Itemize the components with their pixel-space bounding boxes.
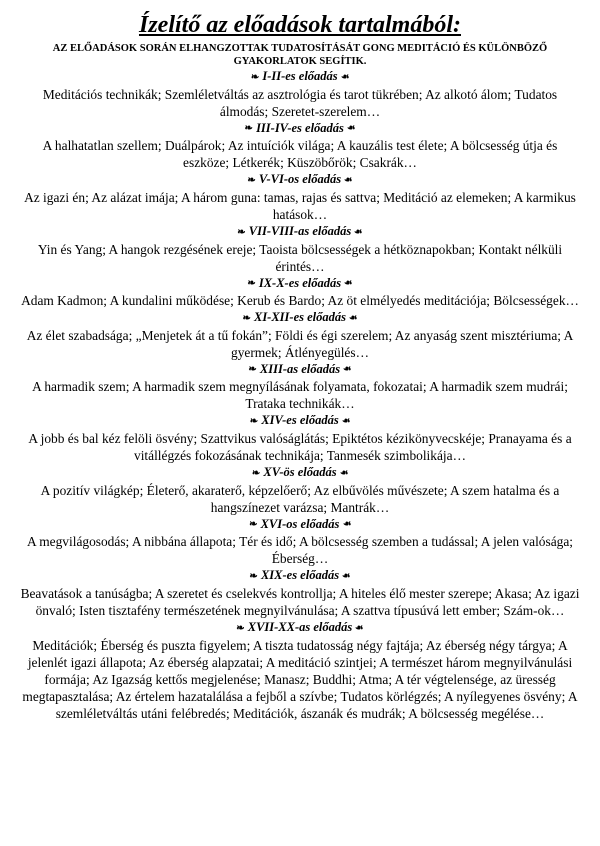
section-heading-text: XVII-XX-as előadás xyxy=(247,619,353,634)
section-body: Az igazi én; Az alázat imája; A három guna: tamas, rajas és sattva; Meditáció az elemeken; A karmikus hatások… xyxy=(24,189,576,222)
section-body: A pozitív világkép; Életerő, akaraterő, képzelőerő; Az elbűvölés művészete; A szem hatalma és a hangszínezet varázsa; Mantrák… xyxy=(40,482,560,515)
section-body: Adam Kadmon; A kundalini működése; Kerub és Bardo; Az öt elmélyedés meditációja; Bölcsességek… xyxy=(21,293,579,309)
ornament-left-icon: ❧ xyxy=(248,364,257,376)
ornament-right-icon: ❧ xyxy=(355,622,364,634)
section-heading-text: XI-XII-es előadás xyxy=(253,310,347,325)
section xyxy=(14,309,586,361)
ornament-left-icon: ❧ xyxy=(250,71,260,83)
ornament-right-icon: ❧ xyxy=(354,226,363,238)
sections-list xyxy=(14,68,586,722)
section-heading xyxy=(14,516,586,534)
ornament-left-icon: ❧ xyxy=(242,312,251,324)
page-title: Ízelítő az előadások tartalmából: xyxy=(138,12,461,38)
ornament-left-icon: ❧ xyxy=(249,416,259,427)
ornament-right-icon: ❧ xyxy=(342,570,351,582)
section xyxy=(14,567,586,619)
section xyxy=(14,516,586,568)
section xyxy=(14,68,586,120)
section-body: Yin és Yang; A hangok rezgésének ereje; Taoista bölcsességek a hétköznapokban; Kontakt nélküli érintés… xyxy=(37,241,563,274)
ornament-left-icon: ❧ xyxy=(236,622,245,634)
section-body: Az élet szabadsága; „Menjetek át a tű fokán”; Földi és égi szerelem; Az anyaság szent misztériuma; A gyermek; Átlényegülés… xyxy=(26,327,574,360)
ornament-right-icon: ❧ xyxy=(341,416,351,427)
ornament-right-icon: ❧ xyxy=(344,278,353,290)
section-body: A jobb és bal kéz felöli ösvény; Szattvikus valóságlátás; Epiktétos kézikönyvecskéje; Pranayama és a vitállégzés fokozásának technikája; Tanmesék szimbolikája… xyxy=(28,431,572,463)
intro-text: AZ ELŐADÁSOK SORÁN ELHANGZOTTAK TUDATOSÍTÁSÁT GONG MEDITÁCIÓ ÉS KÜLÖNBÖZŐ GYAKORLATOK SEGÍTIK. xyxy=(52,43,548,67)
section-heading xyxy=(14,361,586,379)
section-heading xyxy=(14,464,586,482)
section-heading-text: VII-VIII-as előadás xyxy=(248,223,352,238)
section-heading xyxy=(14,619,586,637)
section-body: A megvilágosodás; A nibbána állapota; Tér és idő; A bölcsesség szemben a tudással; A jelen valósága; Éberség… xyxy=(26,534,574,567)
section-heading xyxy=(14,120,586,138)
section xyxy=(14,223,586,275)
section-body: Beavatások a tanúságba; A szeretet és cselekvés kontrollja; A hiteles élő mester szerepe; Akasa; Az igazi önvaló; Isten tisztafény természetének megnyilvánulása; A szattva típusúvá lett ember; Szám-ok… xyxy=(20,585,580,618)
ornament-right-icon: ❧ xyxy=(344,174,353,186)
section-heading xyxy=(14,171,586,189)
section xyxy=(14,120,586,172)
section-heading xyxy=(14,275,586,293)
section-heading xyxy=(14,68,586,86)
section-body: Meditációk; Éberség és puszta figyelem; A tiszta tudatosság négy fajtája; Az éberség négy tárgya; A jelenlét igazi állapota; Az éberség alapzatai; A meditáció szintjei; A természet három megnyilvánulási formája; Az Igazság kettős megjelenése; Manasz; Buddhi; Atma; A tér végtelensége, az üresség megtapasztalása; Az értelem hazatalálása a fejből a szívbe; Tudatos körlégzés; A nyílegyenes ösvény; A szemléletváltás utáni felébredés; Meditációk, ászanák és mudrák; A bölcsesség megélése… xyxy=(22,637,578,721)
section-heading xyxy=(14,567,586,585)
section xyxy=(14,619,586,722)
ornament-right-icon: ❧ xyxy=(349,312,358,324)
ornament-right-icon: ❧ xyxy=(340,71,350,83)
section-body: Meditációs technikák; Szemléletváltás az asztrológia és tarot tükrében; Az alkotó álom; Tudatos álmodás; Szeretet-szerelem… xyxy=(42,86,558,119)
section-heading-text: IX-X-es előadás xyxy=(258,275,342,290)
ornament-left-icon: ❧ xyxy=(251,467,261,479)
section-heading-text: III-IV-es előadás xyxy=(256,120,344,135)
ornament-right-icon: ❧ xyxy=(347,123,356,135)
section-body: A halhatatlan szellem; Duálpárok; Az intuíciók világa; A kauzális test élete; A bölcsesség útja és eszköze; Létkerék; Küszöbőrök; Csakrák… xyxy=(42,138,558,171)
ornament-left-icon: ❧ xyxy=(244,123,253,135)
ornament-right-icon: ❧ xyxy=(343,364,352,376)
section xyxy=(14,464,586,516)
section-heading xyxy=(14,309,586,327)
section-heading-text: XIV-es előadás xyxy=(261,413,339,428)
section-heading-text: XIX-es előadás xyxy=(260,568,340,583)
section-heading xyxy=(14,223,586,241)
ornament-left-icon: ❧ xyxy=(247,174,256,186)
section-body: A harmadik szem; A harmadik szem megnyílásának folyamata, fokozatai; A harmadik szem mudrái; Trataka technikák… xyxy=(32,379,568,412)
section-heading-text: V-VI-os előadás xyxy=(258,172,342,187)
section-heading-text: XIII-as előadás xyxy=(259,361,341,376)
section xyxy=(14,275,586,310)
section-heading-text: I-II-es előadás xyxy=(262,69,338,83)
section xyxy=(14,171,586,223)
ornament-right-icon: ❧ xyxy=(339,467,349,479)
ornament-right-icon: ❧ xyxy=(342,519,351,531)
section xyxy=(14,361,586,413)
ornament-left-icon: ❧ xyxy=(249,519,258,531)
ornament-left-icon: ❧ xyxy=(247,278,256,290)
section xyxy=(14,412,586,464)
ornament-left-icon: ❧ xyxy=(249,570,258,582)
section-heading-text: XVI-os előadás xyxy=(260,516,340,531)
section-heading-text: XV-ös előadás xyxy=(263,465,337,479)
ornament-left-icon: ❧ xyxy=(237,226,246,238)
section-heading xyxy=(14,412,586,430)
